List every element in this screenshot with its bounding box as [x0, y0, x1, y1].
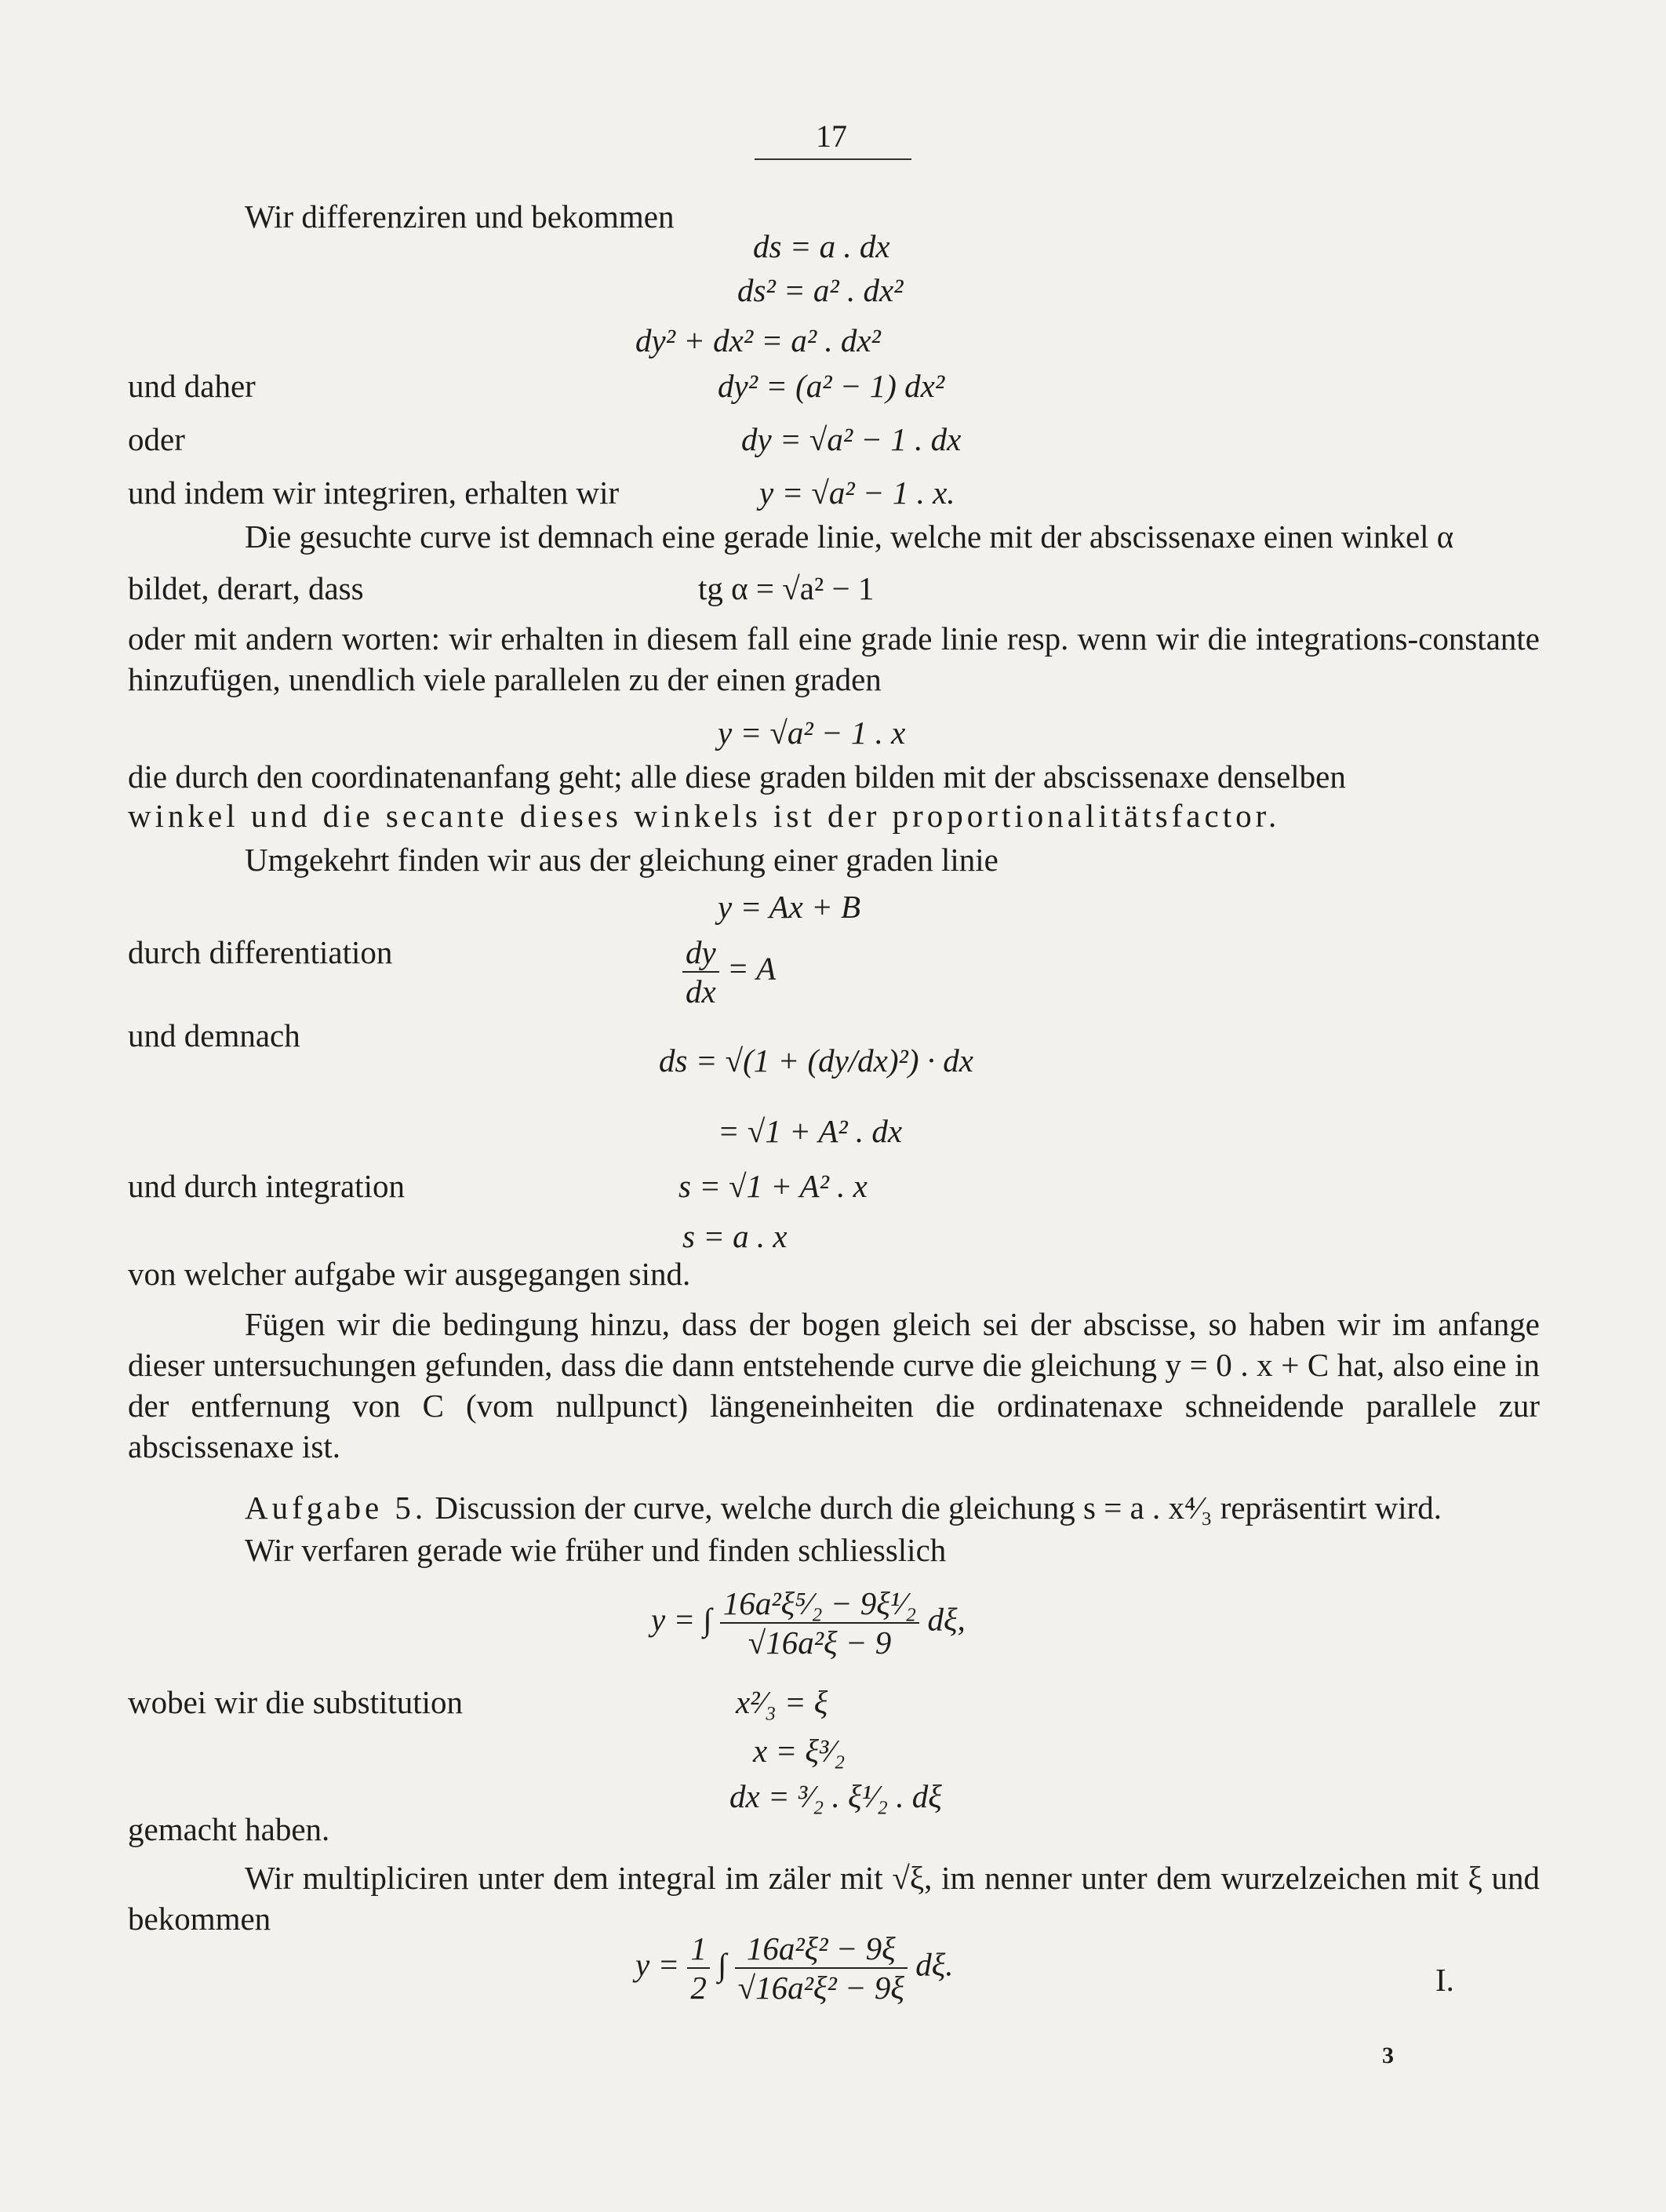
eq18-rhs: dξ.	[915, 1946, 954, 1983]
equation-10: ds = √(1 + (dy/dx)²) · dx	[659, 1042, 973, 1079]
aufgabe-text: Discussion der curve, welche durch die gleichung s = a . x⁴⁄₃ repräsentirt wird.	[435, 1490, 1442, 1526]
eq14-lhs: y = ∫	[651, 1601, 712, 1638]
eq9-numerator: dy	[682, 933, 719, 973]
eq9-denominator: dx	[686, 973, 716, 1010]
header-rule	[755, 158, 911, 160]
equation-6: y = √a² − 1 . x.	[759, 475, 955, 511]
label-bildet: bildet, derart, dass	[128, 570, 364, 606]
footer-number: 3	[1382, 2043, 1394, 2068]
paragraph-multipliciren: Wir multipliciren unter dem integral im zäler mit √ξ, im nenner unter dem wurzelzeichen mit ξ und bekommen	[128, 1860, 1540, 1937]
paragraph-durch-b: winkel und die secante dieses winkels ist der proportionalitätsfactor.	[128, 798, 1281, 834]
equation-9	[682, 933, 776, 1010]
paragraph-durch-a: die durch den coordinatenanfang geht; alle diese graden bilden mit der abscissenaxe denselben	[128, 759, 1346, 795]
label-und-daher: und daher	[128, 368, 256, 404]
equation-2: ds² = a² . dx²	[737, 272, 904, 308]
label-integrate: und indem wir integriren, erhalten wir	[128, 475, 620, 511]
eq18-denominator: √16a²ξ² − 9ξ	[737, 1970, 904, 2006]
aufgabe-label: Aufgabe 5.	[245, 1490, 427, 1526]
equation-7: y = √a² − 1 . x	[718, 715, 906, 751]
equation-13: s = a . x	[682, 1218, 788, 1254]
eq14-denominator: √16a²ξ − 9	[748, 1624, 892, 1661]
eq9-rhs: = A	[726, 950, 777, 987]
equation-15: x²⁄₃ = ξ	[736, 1684, 828, 1720]
equation-3: dy² + dx² = a² . dx²	[635, 322, 881, 358]
equation-label-I: I.	[1435, 1962, 1454, 1998]
equation-8: y = Ax + B	[718, 889, 861, 925]
equation-4: dy² = (a² − 1) dx²	[718, 368, 945, 404]
paragraph-verfaren: Wir verfaren gerade wie früher und finden schliesslich	[245, 1532, 947, 1568]
equation-tg: tg α = √a² − 1	[698, 570, 875, 606]
equation-1: ds = a . dx	[753, 228, 890, 264]
equation-17: dx = ³⁄₂ . ξ¹⁄₂ . dξ	[729, 1778, 942, 1814]
paragraph-von: von welcher aufgabe wir ausgegangen sind.	[128, 1256, 691, 1292]
intro-text: Wir differenziren und bekommen	[245, 198, 675, 235]
paragraph-curve: Die gesuchte curve ist demnach eine gerade linie, welche mit der abscissenaxe einen winkel α	[245, 518, 1454, 555]
paragraph-fuegen: Fügen wir die bedingung hinzu, dass der bogen gleich sei der abscisse, so haben wir im anfange dieser untersuchungen gefunden, dass die dann entstehende curve die gleichung y = 0 . x + C hat, also eine in der entfernung von C (vom nullpunct) längeneinheiten die ordinatenaxe schneidende parallele zur abscissenaxe ist.	[128, 1306, 1540, 1464]
label-substitution: wobei wir die substitution	[128, 1684, 464, 1720]
label-demnach: und demnach	[128, 1017, 300, 1053]
equation-16: x = ξ³⁄₂	[753, 1733, 846, 1769]
equation-12: s = √1 + A² . x	[678, 1168, 868, 1204]
equation-11: = √1 + A² . dx	[718, 1113, 903, 1149]
equation-5: dy = √a² − 1 . dx	[741, 421, 962, 457]
label-gemacht: gemacht haben.	[128, 1811, 330, 1847]
equation-18	[635, 1930, 954, 2006]
eq18-lhs: y =	[635, 1946, 680, 1983]
paragraph-umgekehrt: Umgekehrt finden wir aus der gleichung einer graden linie	[245, 842, 999, 878]
eq18-half-denominator: 2	[690, 1970, 707, 2006]
eq14-numerator: 16a²ξ⁵⁄₂ − 9ξ¹⁄₂	[720, 1584, 919, 1624]
eq14-rhs: dξ,	[927, 1601, 966, 1638]
paragraph-oder: oder mit andern worten: wir erhalten in diesem fall eine grade linie resp. wenn wir die integrations-constante hinzufügen, unendlich viele parallelen zu der einen graden	[128, 620, 1540, 697]
eq18-numerator: 16a²ξ² − 9ξ	[735, 1930, 908, 1969]
label-oder: oder	[128, 421, 185, 457]
label-integration: und durch integration	[128, 1168, 405, 1204]
page-number: 17	[816, 118, 847, 154]
equation-14	[651, 1584, 966, 1661]
eq18-integral: ∫	[718, 1946, 727, 1983]
label-differentiation: durch differentiation	[128, 934, 393, 970]
eq18-half-numerator: 1	[687, 1930, 710, 1969]
aufgabe-heading	[245, 1489, 1442, 1526]
